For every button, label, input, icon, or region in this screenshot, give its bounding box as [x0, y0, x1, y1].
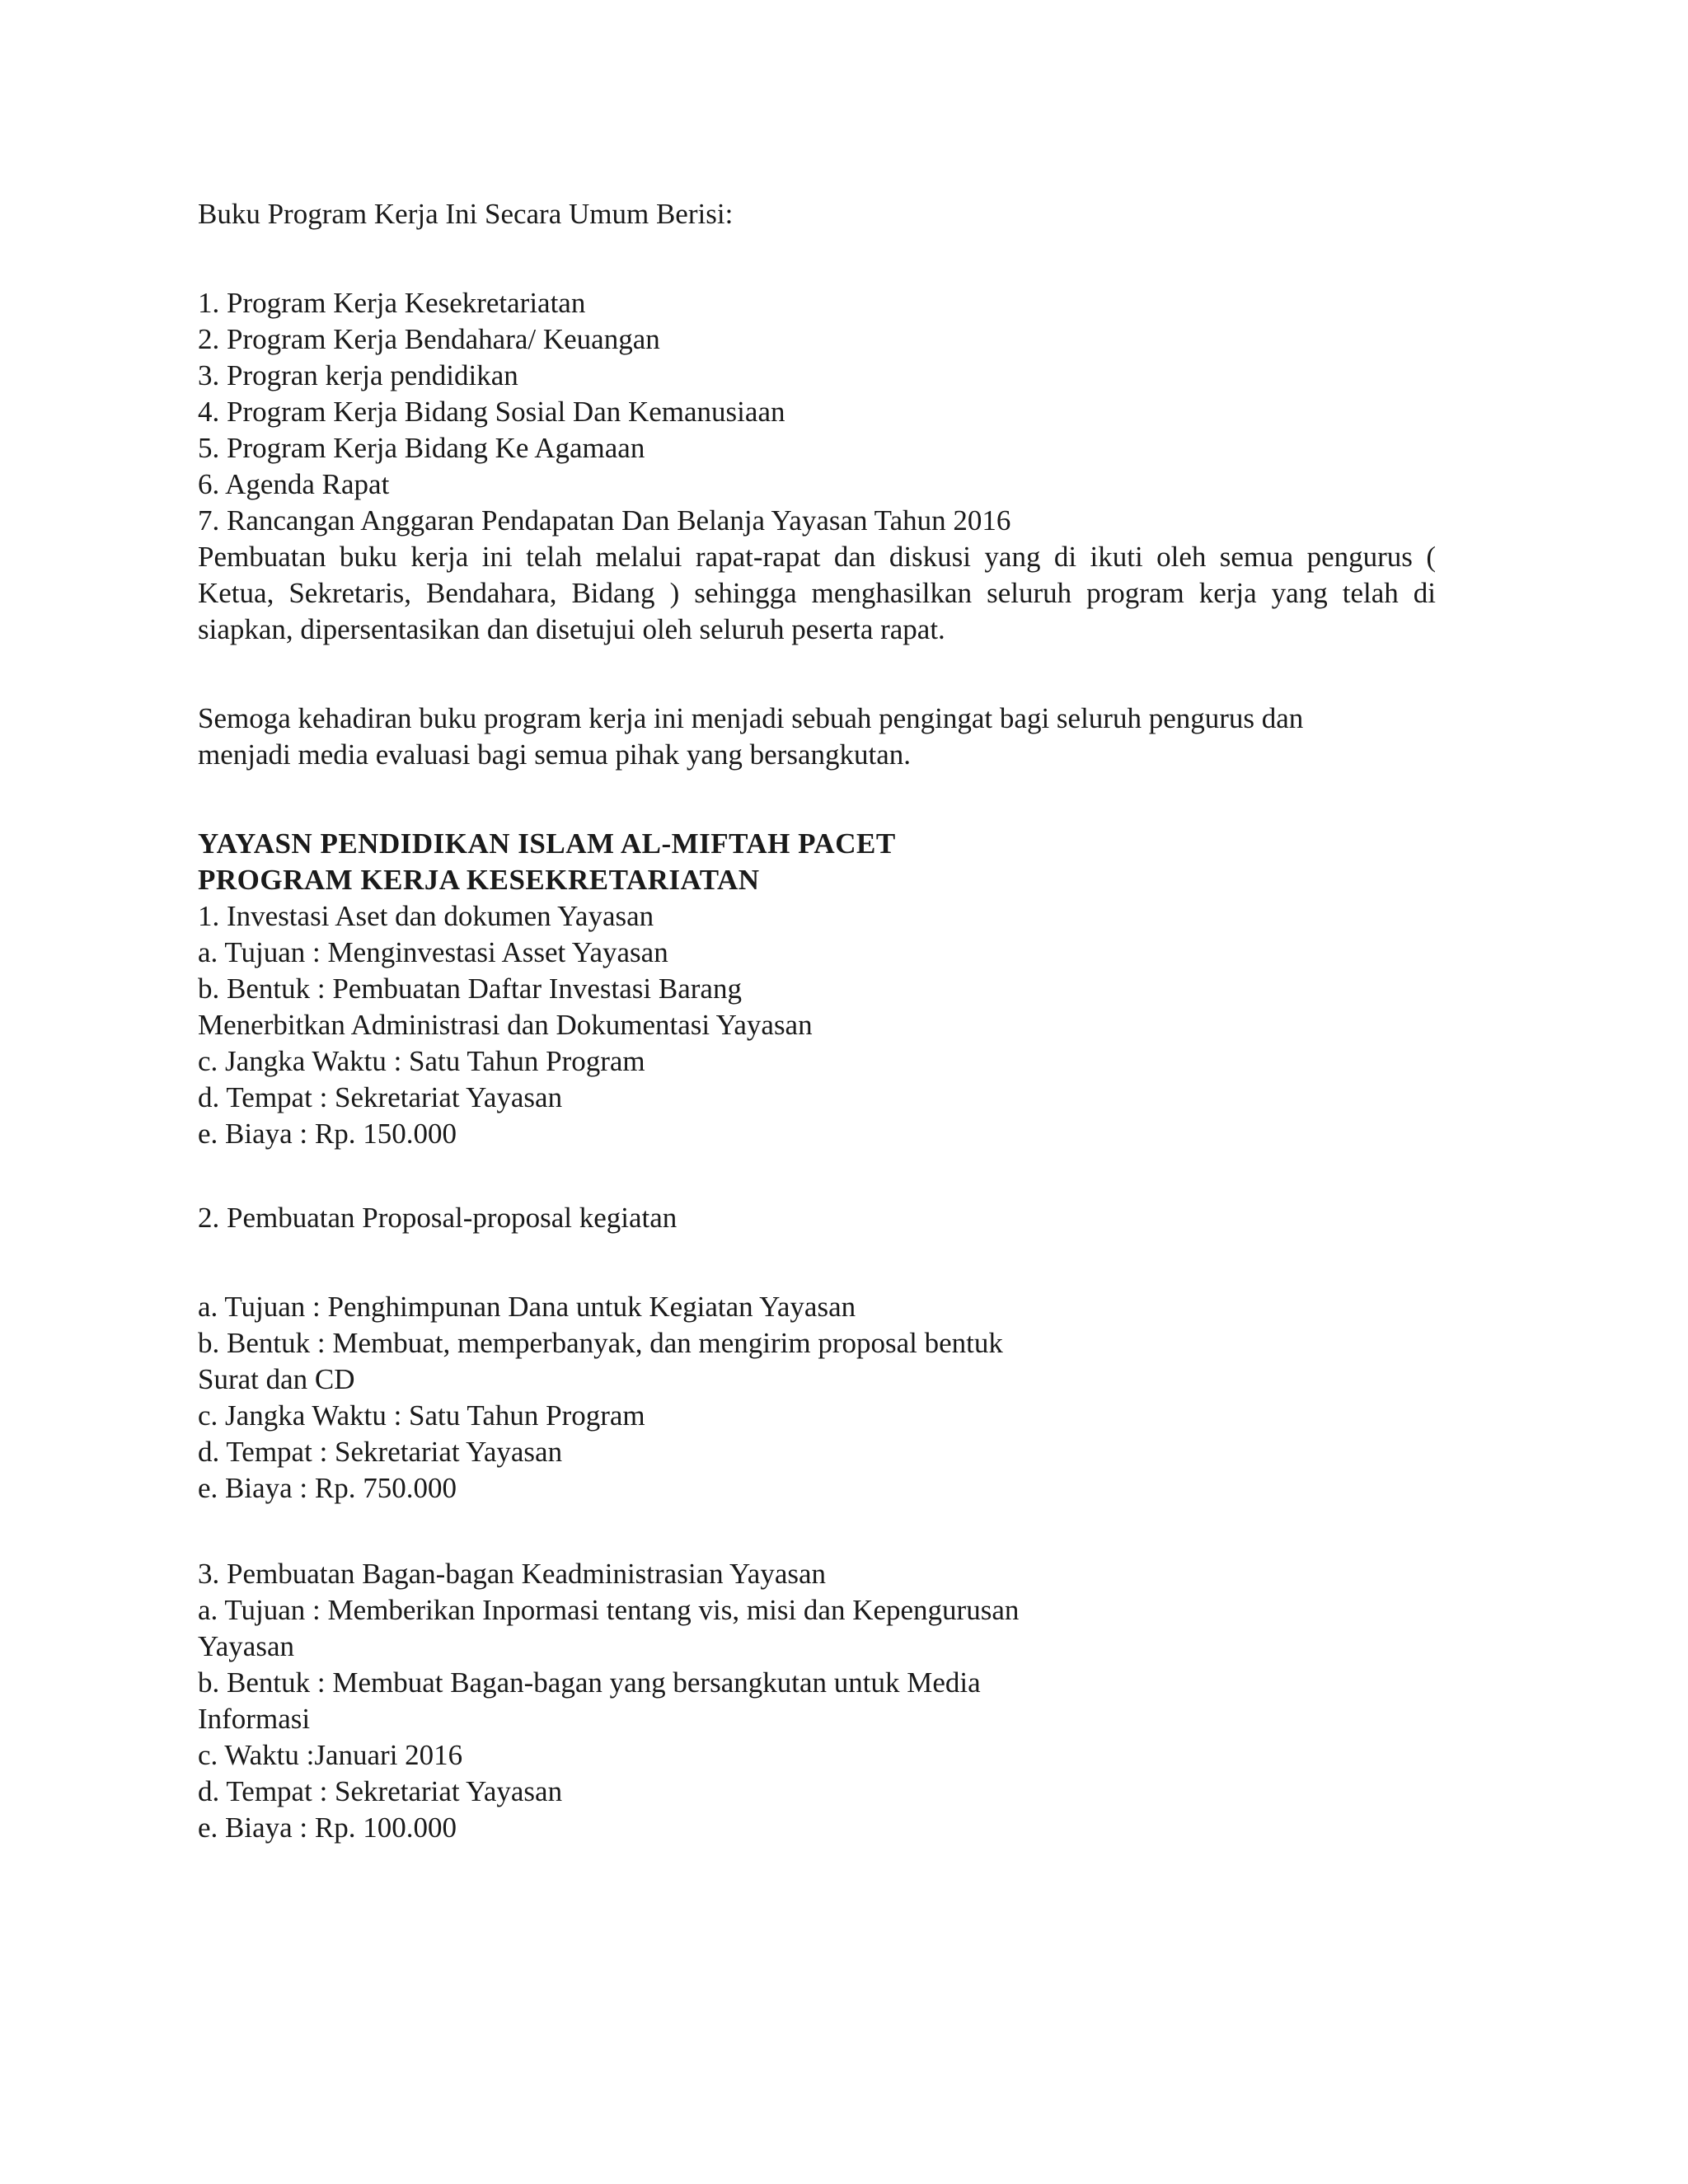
list-item: 5. Program Kerja Bidang Ke Agamaan	[198, 432, 645, 464]
paragraph-line: Ketua, Sekretaris, Bendahara, Bidang ) sehingga menghasilkan seluruh program kerja yang telah di	[198, 577, 1436, 609]
list-item: 2. Program Kerja Bendahara/ Keuangan	[198, 323, 660, 355]
program-line: a. Tujuan : Penghimpunan Dana untuk Kegiatan Yayasan	[198, 1291, 856, 1323]
program-line: e. Biaya : Rp. 750.000	[198, 1472, 457, 1504]
program-line: b. Bentuk : Membuat, memperbanyak, dan mengirim proposal bentuk	[198, 1327, 1003, 1359]
program-line: b. Bentuk : Pembuatan Daftar Investasi Barang	[198, 972, 742, 1005]
program-line: d. Tempat : Sekretariat Yayasan	[198, 1775, 563, 1807]
paragraph-line: siapkan, dipersentasikan dan disetujui oleh seluruh peserta rapat.	[198, 613, 945, 645]
program-line: c. Jangka Waktu : Satu Tahun Program	[198, 1399, 645, 1432]
program-line: Surat dan CD	[198, 1363, 355, 1395]
program-title: 3. Pembuatan Bagan-bagan Keadministrasian Yayasan	[198, 1558, 827, 1590]
program-line: e. Biaya : Rp. 100.000	[198, 1811, 457, 1844]
program-title: 2. Pembuatan Proposal-proposal kegiatan	[198, 1202, 678, 1234]
program-title: 1. Investasi Aset dan dokumen Yayasan	[198, 900, 654, 932]
intro-heading: Buku Program Kerja Ini Secara Umum Berisi:	[198, 198, 734, 230]
program-line: a. Tujuan : Menginvestasi Asset Yayasan	[198, 936, 668, 968]
program-line: d. Tempat : Sekretariat Yayasan	[198, 1436, 563, 1468]
list-item: 1. Program Kerja Kesekretariatan	[198, 287, 586, 319]
program-line: b. Bentuk : Membuat Bagan-bagan yang bersangkutan untuk Media	[198, 1666, 981, 1699]
program-line: e. Biaya : Rp. 150.000	[198, 1118, 457, 1150]
program-line: Yayasan	[198, 1630, 294, 1662]
list-item: 4. Program Kerja Bidang Sosial Dan Kemanusiaan	[198, 396, 785, 428]
program-line: d. Tempat : Sekretariat Yayasan	[198, 1081, 563, 1113]
program-line: Informasi	[198, 1703, 311, 1735]
section-title: PROGRAM KERJA KESEKRETARIATAN	[198, 864, 760, 896]
program-line: Menerbitkan Administrasi dan Dokumentasi Yayasan	[198, 1009, 813, 1041]
org-title: YAYASN PENDIDIKAN ISLAM AL-MIFTAH PACET	[198, 827, 896, 860]
program-line: c. Jangka Waktu : Satu Tahun Program	[198, 1045, 645, 1077]
list-item: 3. Progran kerja pendidikan	[198, 359, 518, 391]
paragraph-line: Pembuatan buku kerja ini telah melalui rapat-rapat dan diskusi yang di ikuti oleh semua pengurus (	[198, 541, 1436, 573]
list-item: 7. Rancangan Anggaran Pendapatan Dan Belanja Yayasan Tahun 2016	[198, 504, 1011, 537]
paragraph-line: menjadi media evaluasi bagi semua pihak yang bersangkutan.	[198, 738, 912, 771]
program-line: c. Waktu :Januari 2016	[198, 1739, 463, 1771]
list-item: 6. Agenda Rapat	[198, 468, 390, 500]
paragraph-line: Semoga kehadiran buku program kerja ini menjadi sebuah pengingat bagi seluruh pengurus dan	[198, 702, 1304, 734]
program-line: a. Tujuan : Memberikan Inpormasi tentang vis, misi dan Kepengurusan	[198, 1594, 1020, 1626]
